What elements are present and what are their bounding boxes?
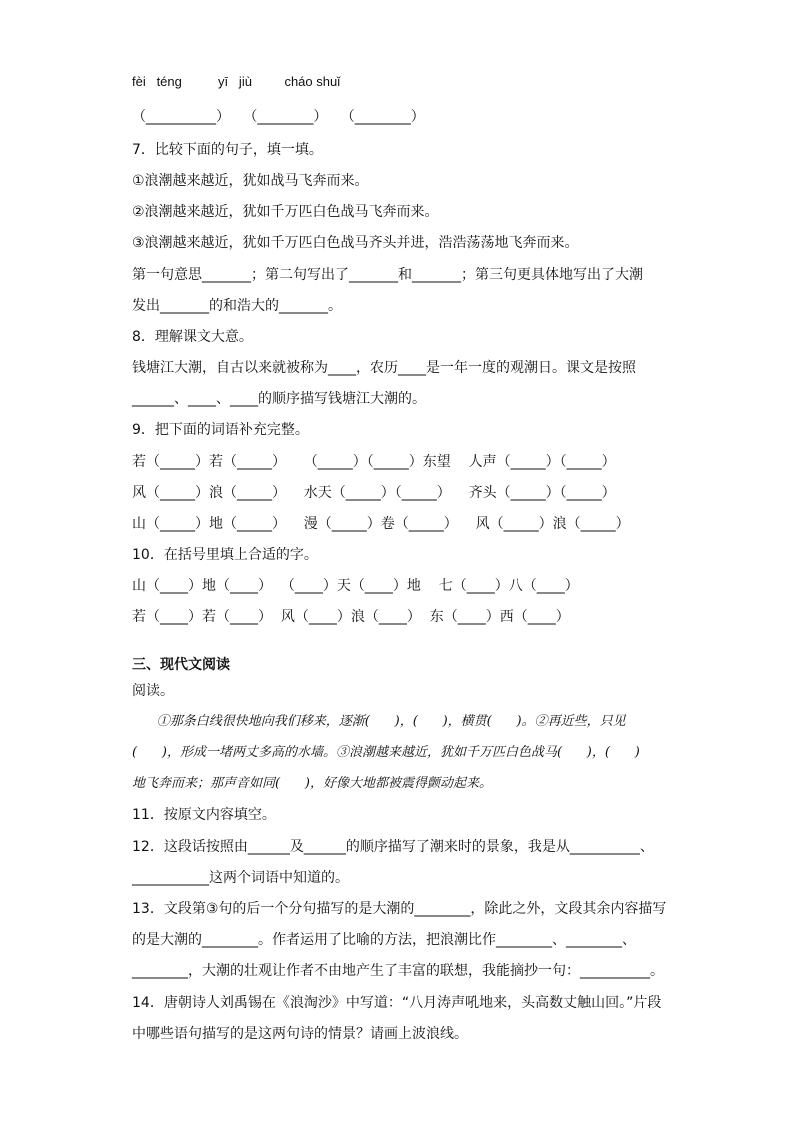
question-13-line-2: 的是大潮的________。作者运用了比喻的方法，把浪潮比作________、________、: [132, 932, 636, 948]
passage-line-2: ( )，形成一堵两丈多高的水墙。③浪潮越来越近，犹如千万匹白色战马( )，( ): [132, 745, 640, 760]
question-12-line-1: 12．这段话按照由______及______的顺序描写了潮来时的景象，我是从__________、: [132, 839, 654, 855]
sentence-2: ②浪潮越来越近，犹如千万匹白色战马飞奔而来。: [132, 204, 439, 220]
line-pinyin-blanks: （__________） （________） （________）: [132, 109, 425, 125]
q9-row-3: 山（_____）地（_____） 漫（_____）卷（_____） 风（_____）浪（_____）: [132, 516, 630, 532]
q8-fill-line-1: 钱塘江大潮，自古以来就被称为____，农历____是一年一度的观潮日。课文是按照: [132, 360, 636, 376]
q9-row-1: 若（_____）若（_____） （_____）（_____）东望 人声（_____）（_____）: [132, 454, 616, 470]
question-14-line-2: 中哪些语句描写的是这两句诗的情景？请画上波浪线。: [132, 1026, 468, 1042]
question-9-title: 9．把下面的词语补充完整。: [132, 422, 309, 438]
q10-row-1: 山（____）地（____） （____）天（____）地 七（____）八（____）: [132, 578, 579, 594]
passage-line-3: 地飞奔而来；那声音如同( )，好像大地都被震得颤动起来。: [132, 776, 492, 791]
q7-fill-line-2: 发出_______的和浩大的_______。: [132, 298, 342, 314]
reading-label: 阅读。: [132, 683, 174, 699]
line-pinyin: fèi téng yī jiù cháo shuǐ: [132, 74, 341, 89]
question-12-line-2: ___________这两个词语中知道的。: [132, 870, 349, 886]
q9-row-2: 风（_____）浪（_____） 水天（_____）（_____） 齐头（_____）（_____）: [132, 485, 616, 501]
question-8-title: 8．理解课文大意。: [132, 329, 253, 345]
q7-fill-line-1: 第一句意思_______；第二句写出了_______和_______；第三句更具体地写出了大潮: [132, 267, 643, 283]
question-13-line-3: ________，大潮的壮观让作者不由地产生了丰富的联想，我能摘抄一句：__________。: [132, 963, 664, 979]
q10-row-2: 若（____）若（____） 风（____）浪（____） 东（____）西（____）: [132, 609, 570, 625]
question-14-line-1: 14．唐朝诗人刘禹锡在《浪淘沙》中写道：“八月涛声吼地来，头高数丈触山回。”片段: [132, 995, 662, 1011]
sentence-3: ③浪潮越来越近，犹如千万匹白色战马齐头并进，浩浩荡荡地飞奔而来。: [132, 235, 579, 251]
question-7-title: 7．比较下面的句子，填一填。: [132, 142, 323, 158]
passage-line-1: ①那条白线很快地向我们移来，逐渐( )，( )，横贯( )。②再近些，只见: [132, 714, 626, 729]
sentence-1: ①浪潮越来越近，犹如战马飞奔而来。: [132, 173, 369, 189]
question-13-line-1: 13．文段第③句的后一个分句描写的是大潮的________，除此之外，文段其余内容描写: [132, 901, 667, 917]
question-10-title: 10．在括号里填上合适的字。: [132, 547, 318, 563]
question-11: 11．按原文内容填空。: [132, 807, 276, 823]
q8-fill-line-2: ______、____、____的顺序描写钱塘江大潮的。: [132, 391, 426, 407]
section-heading: 三、现代文阅读: [132, 657, 230, 673]
